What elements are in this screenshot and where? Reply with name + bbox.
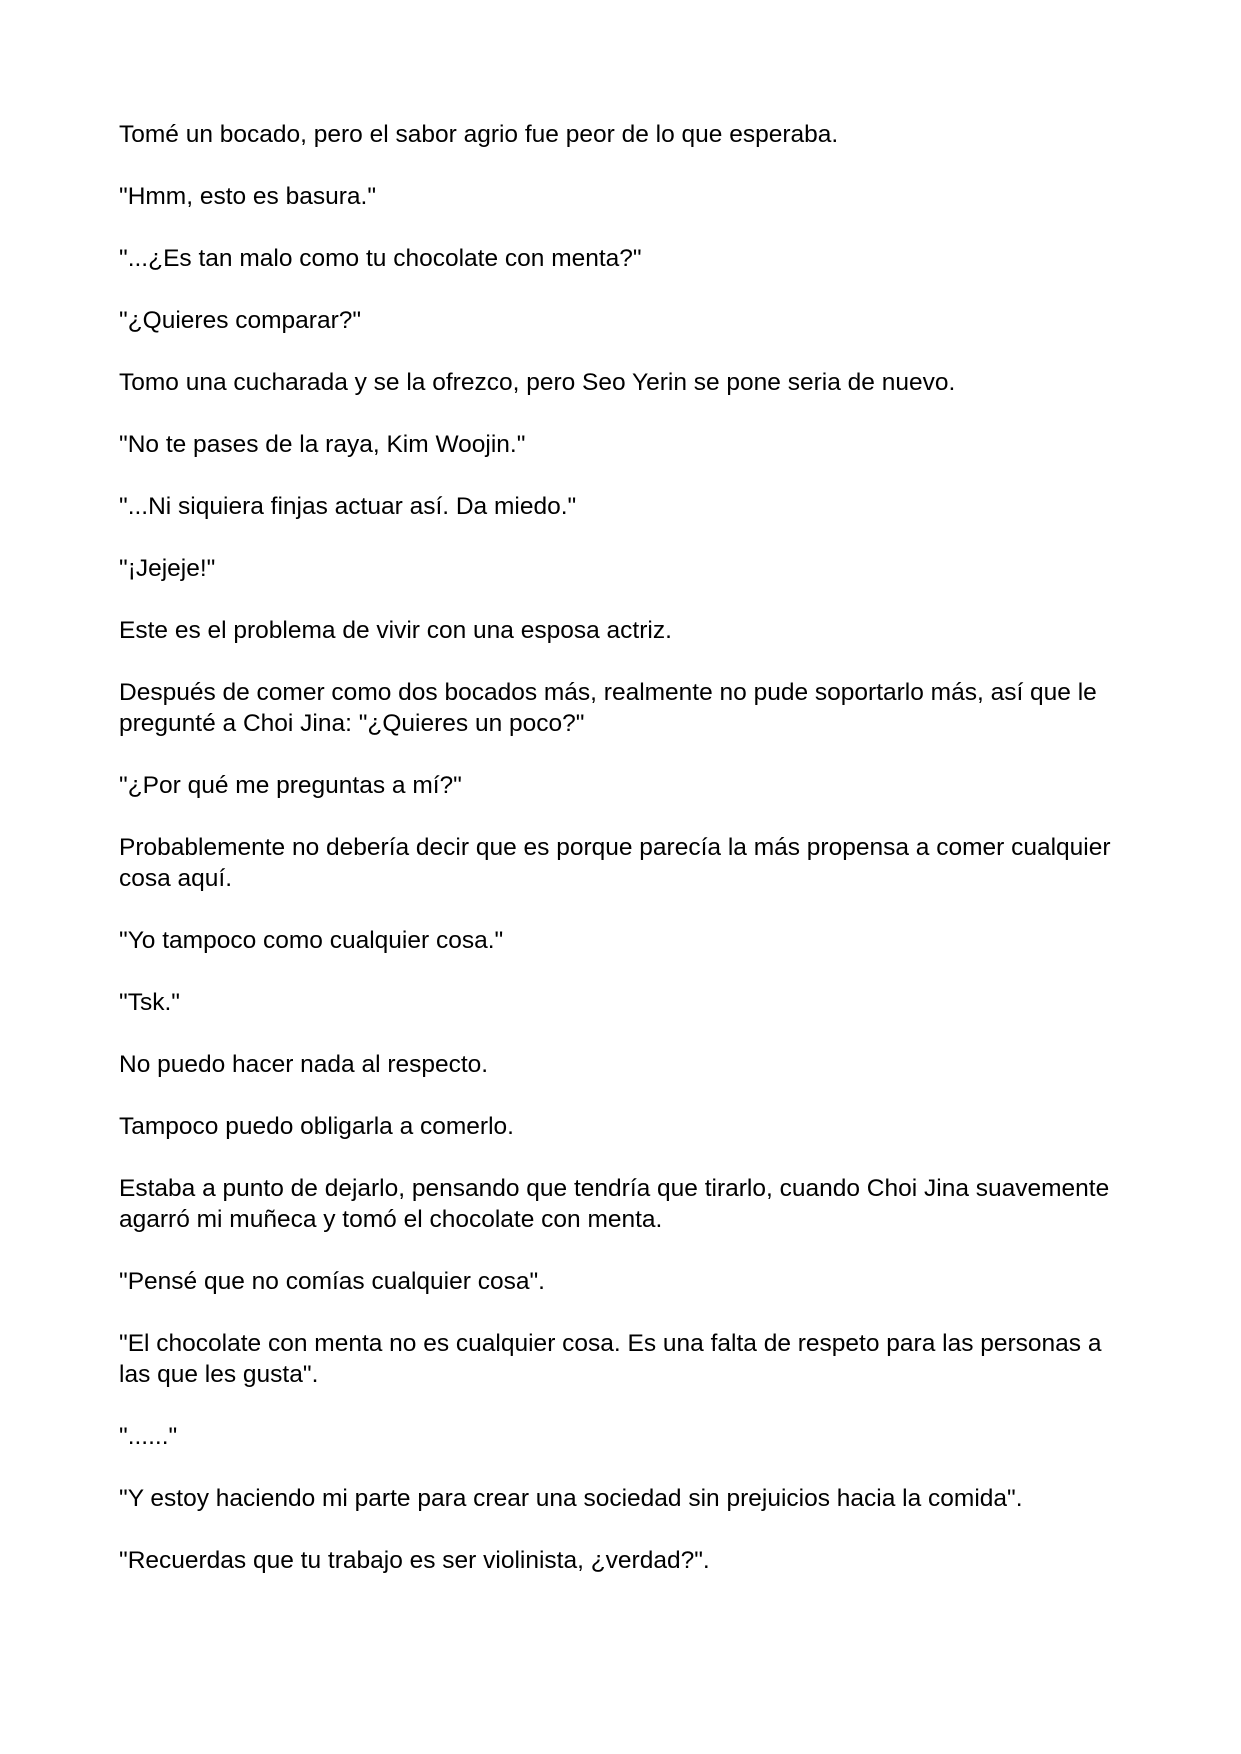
paragraph: "...Ni siquiera finjas actuar así. Da miedo." bbox=[119, 493, 577, 520]
text-body bbox=[119, 119, 1139, 1607]
paragraph: "Y estoy haciendo mi parte para crear una sociedad sin prejuicios hacia la comida". bbox=[119, 1485, 1023, 1512]
paragraph: "No te pases de la raya, Kim Woojin." bbox=[119, 431, 526, 458]
paragraph: "......" bbox=[119, 1423, 178, 1450]
paragraph: "¿Por qué me preguntas a mí?" bbox=[119, 772, 462, 799]
paragraph: "¿Quieres comparar?" bbox=[119, 307, 362, 334]
paragraph: "El chocolate con menta no es cualquier cosa. Es una falta de respeto para las personas a las que les gusta". bbox=[119, 1330, 1102, 1388]
paragraph: "Yo tampoco como cualquier cosa." bbox=[119, 927, 504, 954]
paragraph: Tampoco puedo obligarla a comerlo. bbox=[119, 1113, 514, 1140]
paragraph: No puedo hacer nada al respecto. bbox=[119, 1051, 489, 1078]
paragraph: "Tsk." bbox=[119, 989, 180, 1016]
paragraph: Probablemente no debería decir que es porque parecía la más propensa a comer cualquier cosa aquí. bbox=[119, 834, 1111, 892]
paragraph: Estaba a punto de dejarlo, pensando que tendría que tirarlo, cuando Choi Jina suavemente agarró mi muñeca y tomó el chocolate con menta. bbox=[119, 1175, 1110, 1233]
paragraph: "Hmm, esto es basura." bbox=[119, 183, 377, 210]
paragraph: Tomo una cucharada y se la ofrezco, pero Seo Yerin se pone seria de nuevo. bbox=[119, 369, 956, 396]
paragraph: Este es el problema de vivir con una esposa actriz. bbox=[119, 617, 672, 644]
paragraph: "Pensé que no comías cualquier cosa". bbox=[119, 1268, 545, 1295]
paragraph: Tomé un bocado, pero el sabor agrio fue peor de lo que esperaba. bbox=[119, 121, 839, 148]
paragraph: "Recuerdas que tu trabajo es ser violinista, ¿verdad?". bbox=[119, 1547, 710, 1574]
paragraph: "¡Jejeje!" bbox=[119, 555, 216, 582]
paragraph: "...¿Es tan malo como tu chocolate con menta?" bbox=[119, 245, 642, 272]
paragraph: Después de comer como dos bocados más, realmente no pude soportarlo más, así que le pregunté a Choi Jina: "¿Quieres un poco?" bbox=[119, 679, 1097, 737]
